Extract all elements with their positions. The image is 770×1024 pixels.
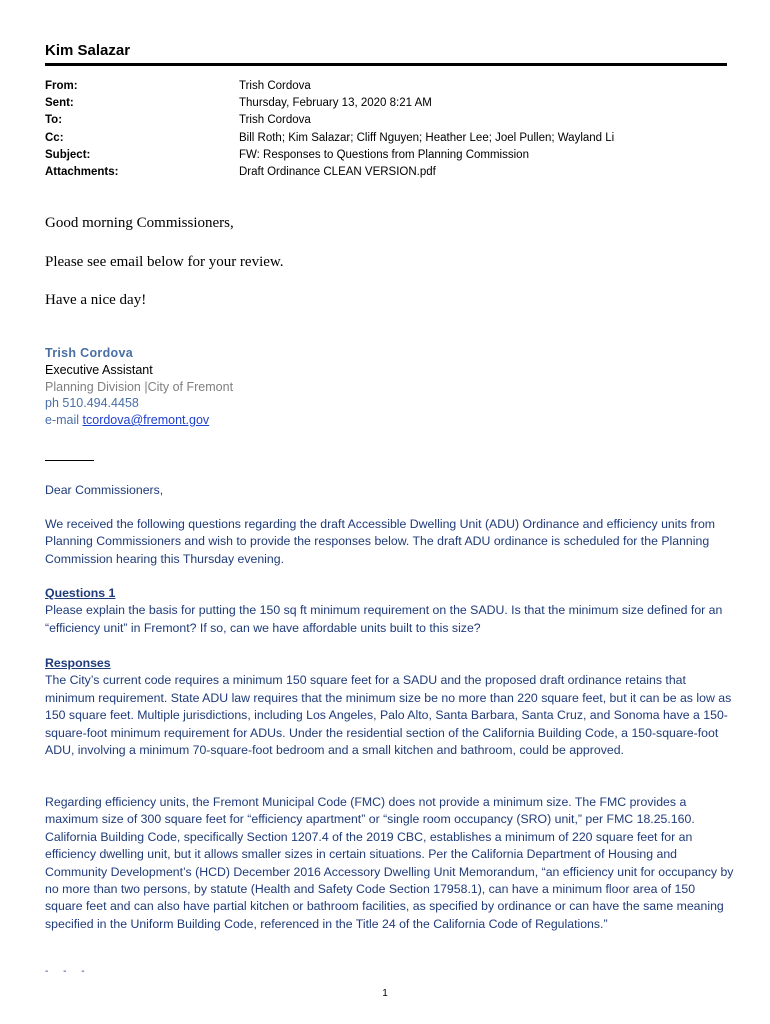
attachment-name: Draft Ordinance CLEAN VERSION.pdf — [239, 165, 436, 178]
paragraph-text: We received the following questions regarding the draft Accessible Dwelling Unit (ADU) Ordinance and efficiency units from Planning Commissioners and wish to provide the responses below. The draft ADU ordinance is scheduled for the Planning Commission hearing this Thursday evening. — [45, 517, 716, 566]
review-line: Please see email below for your review. — [45, 254, 284, 270]
header-value: Trish Cordova — [239, 80, 311, 92]
header-value: FW: Responses to Questions from Planning Commission — [239, 148, 529, 161]
header-label: From: — [45, 80, 78, 92]
question-block — [45, 585, 735, 637]
header-row-from — [45, 80, 614, 97]
header-value: Thursday, February 13, 2020 8:21 AM — [239, 97, 432, 110]
email-headers — [45, 80, 614, 183]
sender-name: Kim Salazar — [45, 42, 131, 59]
page-number: 1 — [382, 988, 388, 999]
header-row-to — [45, 114, 614, 131]
responses-block — [45, 655, 735, 759]
question-heading: Questions 1 — [45, 586, 116, 600]
header-value: Trish Cordova — [239, 114, 311, 127]
header-label: Sent: — [45, 97, 74, 110]
signature-division: Planning Division |City of Fremont — [45, 380, 234, 394]
header-row-subject — [45, 149, 614, 166]
forwarded-salutation: Dear Commissioners, — [45, 483, 164, 497]
responses-heading: Responses — [45, 656, 111, 670]
signature-email-label: e-mail — [45, 413, 83, 427]
header-rule — [45, 63, 727, 66]
forwarded-intro-paragraph — [45, 516, 735, 568]
question-text: Please explain the basis for putting the 150 sq ft minimum requirement on the SADU. Is that the minimum size defined for an “efficiency unit” in Fremont? If so, can we have affordable units built to this size? — [45, 603, 723, 635]
signature-name: Trish Cordova — [45, 346, 133, 360]
header-row-cc — [45, 132, 614, 149]
signature-email-link[interactable]: tcordova@fremont.gov — [82, 413, 210, 427]
header-value: Bill Roth; Kim Salazar; Cliff Nguyen; Heather Lee; Joel Pullen; Wayland Li — [239, 131, 615, 144]
trailing-marks: - - - — [45, 966, 91, 977]
header-label: Attachments: — [45, 165, 119, 178]
header-row-sent — [45, 97, 614, 114]
signature-email-line — [45, 413, 209, 427]
header-row-attachments — [45, 166, 614, 183]
signature-title: Executive Assistant — [45, 363, 153, 377]
response-paragraph-2: Regarding efficiency units, the Fremont Municipal Code (FMC) does not provide a minimum size. The FMC provides a maximum size of 300 square feet for “efficiency apartment” or “single room occupancy (SRO) unit,” per FMC 18.25.160. California Building Code, specifically Section 1207.4 of the 2019 CBC, establishes a minimum of 220 square feet for an efficiency dwelling unit, but it allows smaller sizes in certain situations. Per the California Department of Housing and Community Development’s (HCD) December 2016 Accessory Dwelling Unit Memorandum, “an efficiency unit for occupancy by no more than two persons, by statute (Health and Safety Code Section 17958.1), can have a minimum floor area of 150 square feet and can also have partial kitchen or bathroom facilities, as specified by ordinance or can have the same meaning specified in the Uniform Building Code, referenced in the Title 24 of the California Code of Regulations.” — [45, 795, 734, 931]
closing-line: Have a nice day! — [45, 292, 147, 308]
signature-phone: ph 510.494.4458 — [45, 396, 139, 410]
header-label: Cc: — [45, 131, 64, 144]
response-paragraph-2-block — [45, 794, 735, 933]
header-label: To: — [45, 114, 63, 127]
header-label: Subject: — [45, 148, 91, 161]
separator-line — [45, 460, 94, 461]
greeting: Good morning Commissioners, — [45, 215, 234, 231]
response-paragraph-1: The City’s current code requires a minimum 150 square feet for a SADU and the proposed draft ordinance retains that minimum requirement. State ADU law requires that the minimum size be no more than 220 square feet, but it can be as low as 150 square feet. Multiple jurisdictions, including Los Angeles, Palo Alto, Santa Barbara, Santa Cruz, and Sonoma have a 150-square-foot minimum requirement for ADUs. Under the residential section of the California Building Code, a 150-square-foot ADU, involving a minimum 70-square-foot bedroom and a small kitchen and bathroom, could be approved. — [45, 673, 732, 758]
